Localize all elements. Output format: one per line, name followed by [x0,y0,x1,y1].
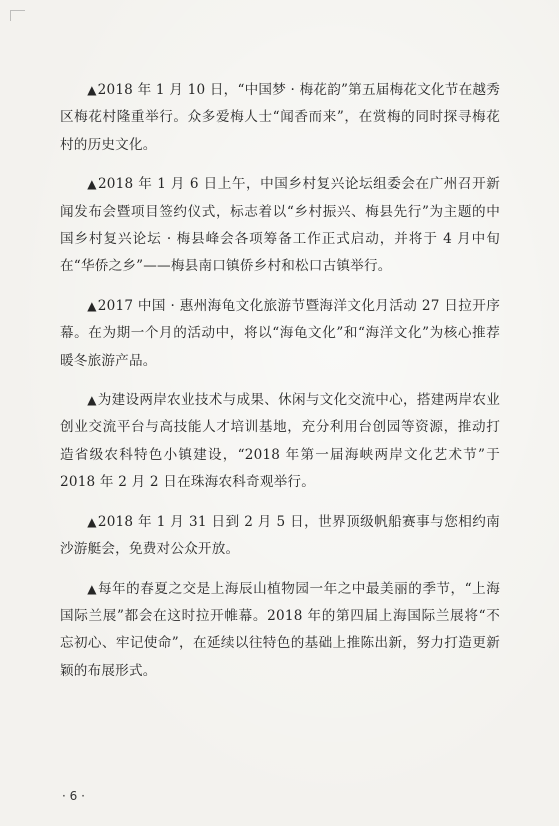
news-item-text: 每年的春夏之交是上海辰山植物园一年之中最美丽的季节，“上海国际兰展”都会在这时拉开帷幕。2018 年的第四届上海国际兰展将“不忘初心、牢记使命”，在延续以往特色的基础上推陈出新，努力打造更新颖的布展形式。 [60,580,500,679]
news-item-3 [60,293,500,375]
news-item-6 [60,576,500,686]
triangle-bullet-icon: ▲ [87,581,97,596]
triangle-bullet-icon: ▲ [87,514,97,529]
triangle-bullet-icon: ▲ [87,298,97,313]
news-item-5 [60,509,500,564]
triangle-bullet-icon: ▲ [87,83,97,97]
news-item-text: 为建设两岸农业技术与成果、休闲与文化交流中心，搭建两岸农业创业交流平台与高技能人才培训基地，充分利用台创园等资源，推动打造省级农科特色小镇建设，“2018 年第一届海峡两岸文化艺术节”于 2018 年 2 月 2 日在珠海农科奇观举行。 [60,392,500,491]
news-item-2 [60,171,500,281]
news-item-text: 2018 年 1 月 31 日到 2 月 5 日，世界顶级帆船赛事与您相约南沙游艇会，免费对公众开放。 [60,513,501,558]
news-item-text: 2018 年 1 月 6 日上午，中国乡村复兴论坛组委会在广州召开新闻发布会暨项目签约仪式，标志着以“乡村振兴、梅县先行”为主题的中国乡村复兴论坛 · 梅县峰会各项筹备工作正式启动，并将于 4 月中旬在“华侨之乡”——梅县南口镇侨乡村和松口古镇举行。 [60,176,500,275]
triangle-bullet-icon: ▲ [87,393,97,408]
scan-corner-mark [10,10,25,21]
news-item-1 [60,77,500,159]
news-item-text: 2018 年 1 月 10 日，“中国梦 · 梅花韵”第五届梅花文化节在越秀区梅花村隆重举行。众多爱梅人士“闻香而来”，在赏梅的同时探寻梅花村的历史文化。 [60,82,501,153]
news-item-4 [60,387,500,497]
triangle-bullet-icon: ▲ [87,177,97,192]
news-item-text: 2017 中国 · 惠州海龟文化旅游节暨海洋文化月活动 27 日拉开序幕。在为期一个月的活动中，将以“海龟文化”和“海洋文化”为核心推荐暖冬旅游产品。 [60,297,500,369]
page-number: · 6 · [62,789,85,803]
document-body [60,77,500,697]
